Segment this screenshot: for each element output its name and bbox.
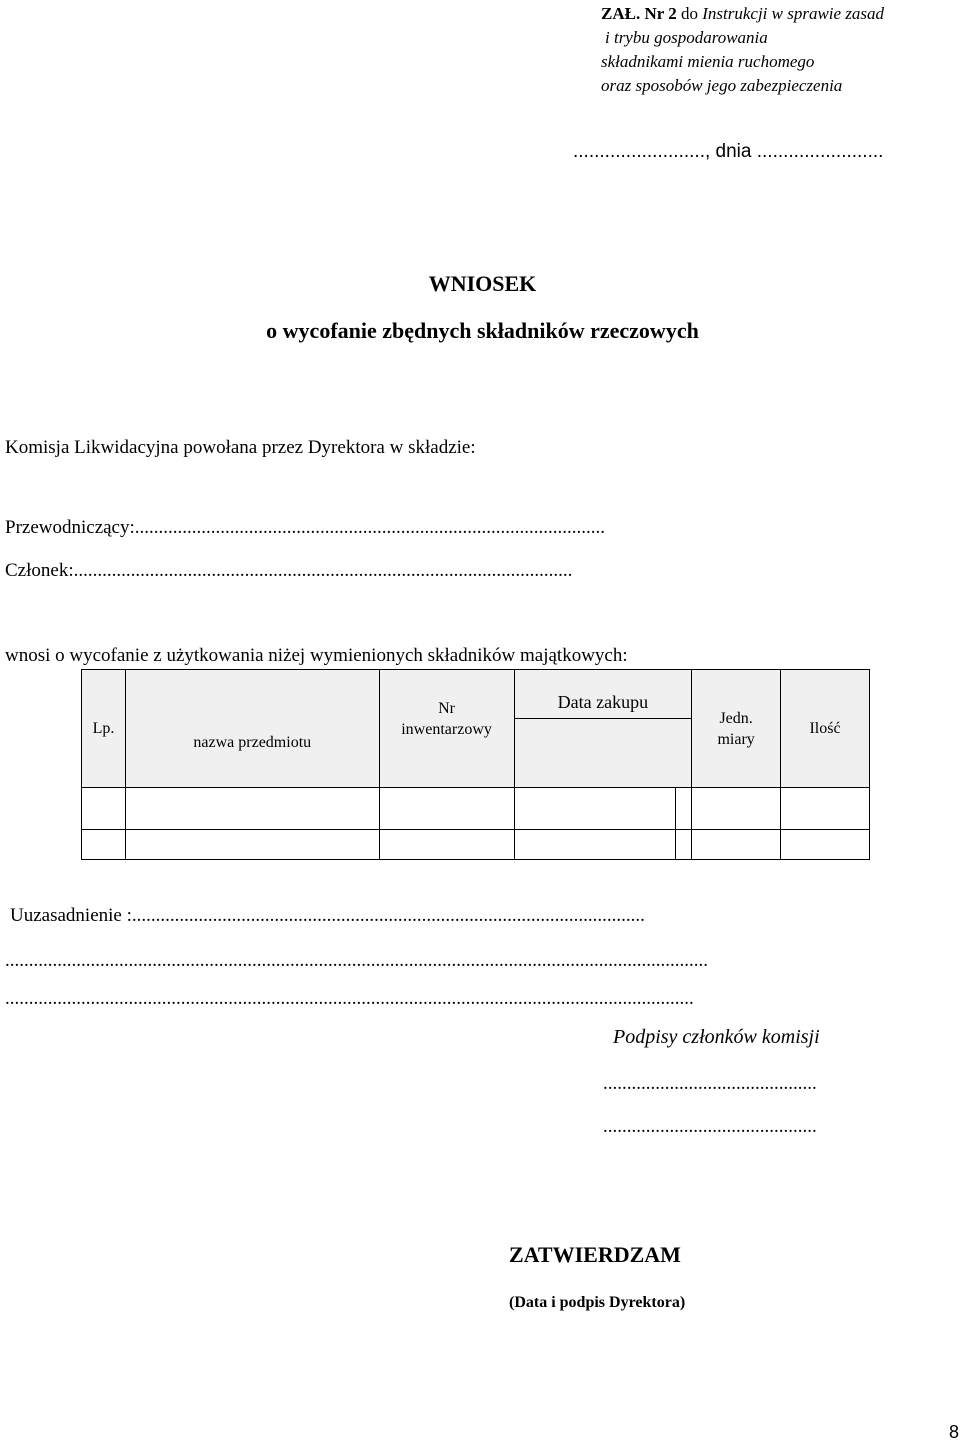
header-quantity: Ilość [781,670,870,788]
cell-unit[interactable] [692,788,781,830]
attachment-note [601,2,884,98]
approval-title: ZATWIERDZAM [509,1242,681,1267]
document-subtitle: o wycofanie zbędnych składników rzeczowych [266,318,699,343]
attachment-line-2: i trybu gospodarowania [605,28,768,47]
table-row [82,830,870,860]
cell-date-extra[interactable] [676,788,692,830]
cell-date-extra[interactable] [676,830,692,860]
items-table [81,669,870,860]
date-line: ........................., dnia ........................ [573,141,884,162]
header-unit-line2: miary [717,730,755,748]
header-inventory [379,670,514,788]
request-line: wnosi o wycofanie z użytkowania niżej wymienionych składników majątkowych: [5,645,628,666]
cell-inventory[interactable] [379,830,514,860]
document-title: WNIOSEK [428,271,537,296]
table-header-row [82,670,870,788]
justification-line-3: ................................................................................................................................................. [5,988,694,1009]
header-unit [692,670,781,788]
attachment-instruction: Instrukcji w sprawie zasad [702,4,885,23]
cell-lp[interactable] [82,788,126,830]
signature-line-1: ............................................. [603,1073,817,1094]
header-name: nazwa przedmiotu [125,670,379,788]
header-inventory-nr: Nr [438,699,455,717]
page-number: 8 [949,1422,960,1442]
table-row [82,788,870,830]
cell-lp[interactable] [82,830,126,860]
commission-intro: Komisja Likwidacyjna powołana przez Dyrektora w składzie: [5,437,476,458]
member-line: Członek:......................................................................................................... [5,560,573,581]
cell-unit[interactable] [692,830,781,860]
header-purchase-date-rule [515,718,692,719]
header-lp: Lp. [82,670,126,788]
justification-label: Uuzasadnienie :............................................................................................................ [10,905,645,926]
header-unit-line1: Jedn. [719,709,753,727]
attachment-line-4: oraz sposobów jego zabezpieczenia [601,76,843,95]
cell-name[interactable] [125,830,379,860]
attachment-line-3: składnikami mienia ruchomego [601,52,815,71]
cell-inventory[interactable] [379,788,514,830]
approval-subtitle: (Data i podpis Dyrektora) [509,1294,686,1311]
signatures-title: Podpisy członków komisji [613,1026,820,1048]
justification-line-2: .................................................................................................................................................... [5,950,708,971]
cell-quantity[interactable] [781,788,870,830]
attachment-do: do [676,4,703,23]
header-purchase-date [514,670,692,788]
signature-line-2: ............................................. [603,1116,817,1137]
attachment-line-1 [601,2,884,26]
cell-date[interactable] [514,830,676,860]
cell-quantity[interactable] [781,830,870,860]
header-purchase-date-label: Data zakupu [557,692,649,712]
cell-date[interactable] [514,788,676,830]
cell-name[interactable] [125,788,379,830]
chairman-line: Przewodniczący:................................................................................................... [5,517,606,538]
attachment-number: ZAŁ. Nr 2 [601,4,677,23]
header-inventory-word: inwentarzowy [401,720,492,738]
